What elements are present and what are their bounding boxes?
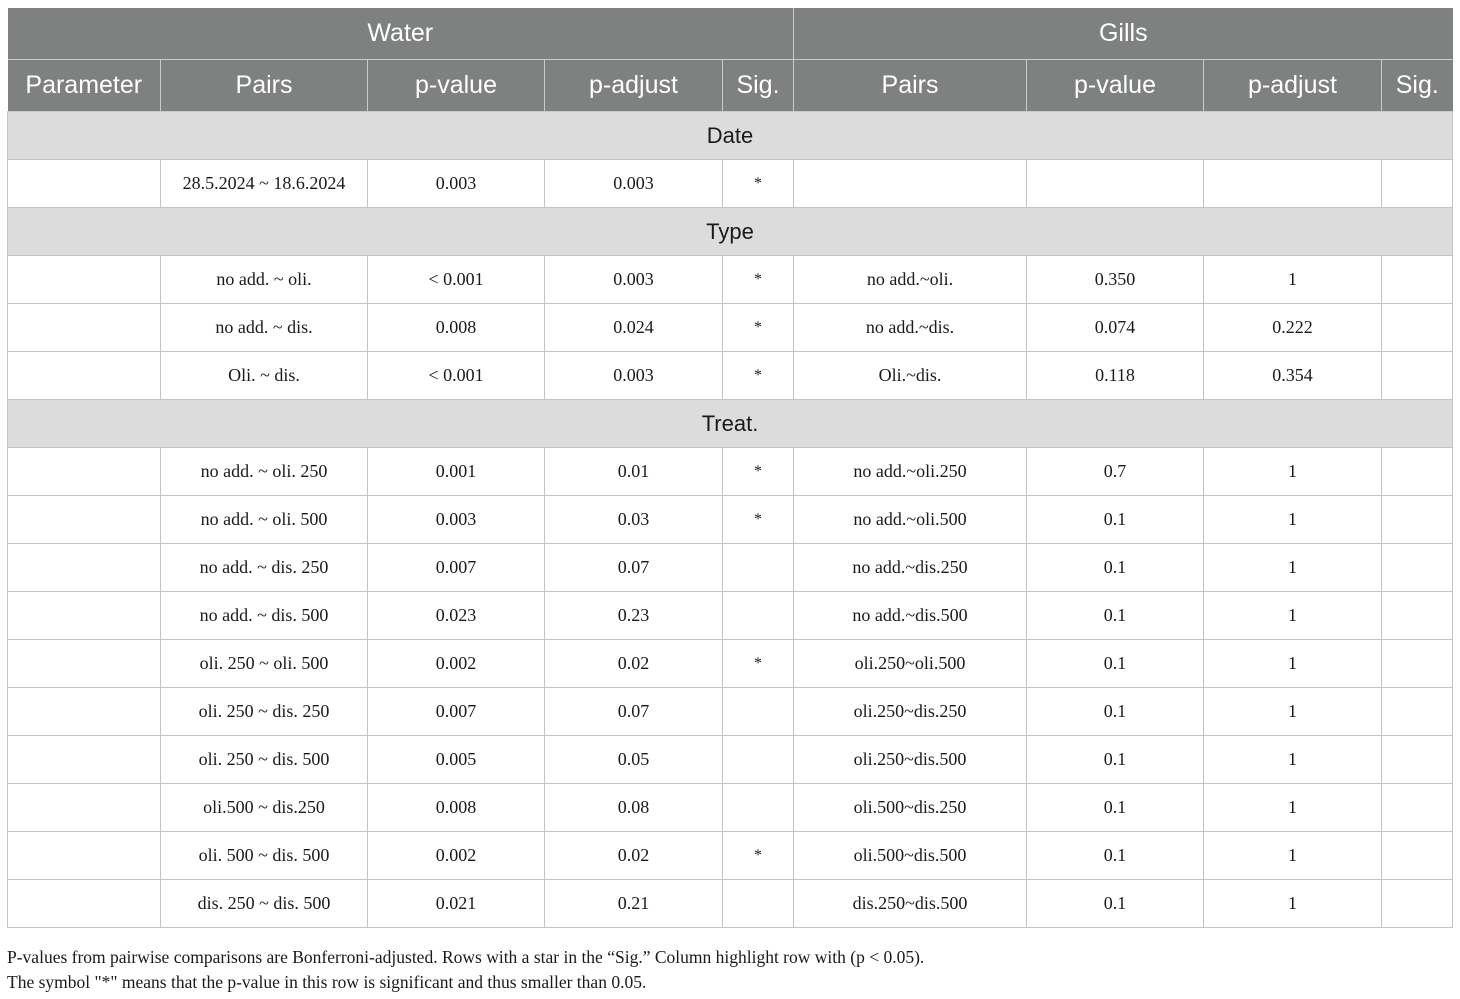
cell-parameter <box>8 688 161 736</box>
cell-water-sig: * <box>723 448 794 496</box>
cell-water-p-adjust: 0.02 <box>545 832 723 880</box>
cell-gills-p-adjust: 1 <box>1204 640 1382 688</box>
cell-water-p-adjust: 0.21 <box>545 880 723 928</box>
column-header-gills-pairs: Pairs <box>794 60 1027 112</box>
column-header-water-p-value: p-value <box>368 60 545 112</box>
cell-parameter <box>8 832 161 880</box>
cell-water-p-value: < 0.001 <box>368 352 545 400</box>
cell-water-pairs: oli. 250 ~ dis. 500 <box>161 736 368 784</box>
cell-gills-pairs: oli.500~dis.500 <box>794 832 1027 880</box>
column-header-gills-p-value: p-value <box>1027 60 1204 112</box>
cell-water-p-value: 0.007 <box>368 544 545 592</box>
table-row <box>8 304 1453 352</box>
cell-gills-pairs: no add.~dis. <box>794 304 1027 352</box>
cell-gills-pairs: no add.~oli.250 <box>794 448 1027 496</box>
table-row <box>8 688 1453 736</box>
cell-water-p-value: 0.003 <box>368 160 545 208</box>
cell-water-p-value: 0.021 <box>368 880 545 928</box>
cell-gills-p-value: 0.1 <box>1027 592 1204 640</box>
cell-water-p-adjust: 0.024 <box>545 304 723 352</box>
cell-water-p-adjust: 0.07 <box>545 544 723 592</box>
cell-water-pairs: Oli. ~ dis. <box>161 352 368 400</box>
cell-water-pairs: no add. ~ dis. <box>161 304 368 352</box>
cell-water-p-adjust: 0.03 <box>545 496 723 544</box>
cell-gills-sig <box>1382 736 1453 784</box>
column-header-parameter: Parameter <box>8 60 161 112</box>
table-row <box>8 448 1453 496</box>
cell-gills-p-value: 0.1 <box>1027 736 1204 784</box>
cell-gills-p-adjust: 1 <box>1204 832 1382 880</box>
cell-gills-p-adjust: 1 <box>1204 736 1382 784</box>
cell-gills-sig <box>1382 880 1453 928</box>
cell-water-pairs: no add. ~ oli. 500 <box>161 496 368 544</box>
cell-parameter <box>8 880 161 928</box>
cell-gills-p-adjust: 1 <box>1204 544 1382 592</box>
cell-water-sig <box>723 736 794 784</box>
cell-gills-p-adjust: 1 <box>1204 256 1382 304</box>
cell-water-p-value: 0.001 <box>368 448 545 496</box>
cell-water-pairs: oli. 250 ~ oli. 500 <box>161 640 368 688</box>
cell-gills-sig <box>1382 832 1453 880</box>
cell-gills-sig <box>1382 256 1453 304</box>
cell-water-pairs: no add. ~ dis. 500 <box>161 592 368 640</box>
cell-gills-p-adjust: 1 <box>1204 448 1382 496</box>
cell-water-sig <box>723 784 794 832</box>
cell-gills-pairs: oli.250~dis.250 <box>794 688 1027 736</box>
cell-water-p-adjust: 0.003 <box>545 256 723 304</box>
cell-gills-sig <box>1382 448 1453 496</box>
cell-water-sig: * <box>723 256 794 304</box>
cell-water-p-value: 0.008 <box>368 304 545 352</box>
cell-water-sig: * <box>723 352 794 400</box>
cell-gills-p-value: 0.1 <box>1027 496 1204 544</box>
cell-gills-pairs: dis.250~dis.500 <box>794 880 1027 928</box>
cell-gills-p-value: 0.1 <box>1027 880 1204 928</box>
cell-water-p-value: 0.007 <box>368 688 545 736</box>
cell-water-p-adjust: 0.003 <box>545 352 723 400</box>
cell-water-p-value: 0.003 <box>368 496 545 544</box>
cell-water-sig: * <box>723 160 794 208</box>
cell-gills-p-value <box>1027 160 1204 208</box>
cell-water-p-adjust: 0.07 <box>545 688 723 736</box>
cell-parameter <box>8 784 161 832</box>
cell-gills-sig <box>1382 688 1453 736</box>
cell-gills-p-value: 0.1 <box>1027 640 1204 688</box>
section-row <box>8 112 1453 160</box>
cell-parameter <box>8 256 161 304</box>
cell-water-p-adjust: 0.01 <box>545 448 723 496</box>
cell-gills-pairs: oli.250~dis.500 <box>794 736 1027 784</box>
cell-gills-pairs: no add.~dis.250 <box>794 544 1027 592</box>
cell-water-pairs: oli.500 ~ dis.250 <box>161 784 368 832</box>
section-row <box>8 400 1453 448</box>
cell-gills-sig <box>1382 304 1453 352</box>
cell-water-p-adjust: 0.02 <box>545 640 723 688</box>
cell-water-p-value: 0.002 <box>368 832 545 880</box>
cell-gills-p-value: 0.118 <box>1027 352 1204 400</box>
table-row <box>8 544 1453 592</box>
cell-gills-sig <box>1382 592 1453 640</box>
results-table-container <box>7 8 1452 928</box>
cell-parameter <box>8 352 161 400</box>
cell-water-sig <box>723 544 794 592</box>
cell-gills-pairs <box>794 160 1027 208</box>
cell-water-sig <box>723 688 794 736</box>
cell-gills-sig <box>1382 160 1453 208</box>
cell-parameter <box>8 496 161 544</box>
cell-gills-p-value: 0.074 <box>1027 304 1204 352</box>
cell-gills-p-adjust: 1 <box>1204 784 1382 832</box>
table-row <box>8 880 1453 928</box>
cell-water-p-value: 0.008 <box>368 784 545 832</box>
cell-water-pairs: no add. ~ oli. 250 <box>161 448 368 496</box>
cell-gills-p-adjust: 0.354 <box>1204 352 1382 400</box>
cell-gills-sig <box>1382 544 1453 592</box>
table-row <box>8 640 1453 688</box>
cell-water-p-value: 0.023 <box>368 592 545 640</box>
cell-parameter <box>8 448 161 496</box>
cell-water-p-value: 0.005 <box>368 736 545 784</box>
cell-gills-p-value: 0.1 <box>1027 784 1204 832</box>
cell-water-p-adjust: 0.05 <box>545 736 723 784</box>
cell-water-sig: * <box>723 832 794 880</box>
column-header-gills-sig: Sig. <box>1382 60 1453 112</box>
cell-water-p-value: < 0.001 <box>368 256 545 304</box>
cell-water-sig: * <box>723 640 794 688</box>
cell-water-pairs: 28.5.2024 ~ 18.6.2024 <box>161 160 368 208</box>
group-header-water: Water <box>8 8 794 60</box>
cell-water-sig: * <box>723 304 794 352</box>
cell-gills-p-value: 0.350 <box>1027 256 1204 304</box>
cell-gills-p-adjust: 1 <box>1204 880 1382 928</box>
cell-gills-p-adjust: 1 <box>1204 496 1382 544</box>
cell-parameter <box>8 592 161 640</box>
column-header-water-pairs: Pairs <box>161 60 368 112</box>
cell-gills-p-value: 0.1 <box>1027 832 1204 880</box>
section-row <box>8 208 1453 256</box>
cell-water-sig: * <box>723 496 794 544</box>
cell-water-pairs: no add. ~ dis. 250 <box>161 544 368 592</box>
cell-gills-sig <box>1382 784 1453 832</box>
column-header-water-p-adjust: p-adjust <box>545 60 723 112</box>
group-header-row <box>8 8 1453 60</box>
cell-water-pairs: dis. 250 ~ dis. 500 <box>161 880 368 928</box>
cell-parameter <box>8 304 161 352</box>
cell-water-sig <box>723 592 794 640</box>
cell-parameter <box>8 544 161 592</box>
section-label: Date <box>8 112 1453 160</box>
cell-water-pairs: no add. ~ oli. <box>161 256 368 304</box>
cell-water-p-adjust: 0.23 <box>545 592 723 640</box>
cell-water-p-adjust: 0.08 <box>545 784 723 832</box>
cell-gills-p-adjust: 1 <box>1204 688 1382 736</box>
cell-water-pairs: oli. 250 ~ dis. 250 <box>161 688 368 736</box>
cell-parameter <box>8 160 161 208</box>
cell-gills-p-adjust: 0.222 <box>1204 304 1382 352</box>
cell-gills-p-value: 0.1 <box>1027 688 1204 736</box>
footnote-significance-symbol: The symbol "*" means that the p-value in this row is significant and thus smaller than 0.05. <box>7 972 647 992</box>
pairwise-comparison-table <box>7 8 1453 928</box>
section-label: Treat. <box>8 400 1453 448</box>
cell-parameter <box>8 640 161 688</box>
group-header-gills: Gills <box>794 8 1453 60</box>
column-header-water-sig: Sig. <box>723 60 794 112</box>
cell-gills-p-value: 0.7 <box>1027 448 1204 496</box>
table-footnotes <box>7 945 1452 995</box>
cell-gills-p-value: 0.1 <box>1027 544 1204 592</box>
table-row <box>8 736 1453 784</box>
cell-water-p-adjust: 0.003 <box>545 160 723 208</box>
cell-gills-sig <box>1382 496 1453 544</box>
table-row <box>8 496 1453 544</box>
cell-gills-pairs: oli.250~oli.500 <box>794 640 1027 688</box>
column-header-row <box>8 60 1453 112</box>
footnote-bonferroni: P-values from pairwise comparisons are Bonferroni-adjusted. Rows with a star in the “Sig.” Column highlight row with (p < 0.05). <box>7 947 925 967</box>
cell-gills-sig <box>1382 640 1453 688</box>
table-row <box>8 784 1453 832</box>
cell-gills-pairs: Oli.~dis. <box>794 352 1027 400</box>
column-header-gills-p-adjust: p-adjust <box>1204 60 1382 112</box>
cell-gills-pairs: no add.~dis.500 <box>794 592 1027 640</box>
table-row <box>8 592 1453 640</box>
section-label: Type <box>8 208 1453 256</box>
table-row <box>8 160 1453 208</box>
cell-gills-pairs: no add.~oli. <box>794 256 1027 304</box>
cell-gills-sig <box>1382 352 1453 400</box>
cell-water-p-value: 0.002 <box>368 640 545 688</box>
table-row <box>8 352 1453 400</box>
table-row <box>8 256 1453 304</box>
cell-gills-pairs: oli.500~dis.250 <box>794 784 1027 832</box>
cell-gills-p-adjust <box>1204 160 1382 208</box>
table-body <box>8 112 1453 928</box>
table-row <box>8 832 1453 880</box>
cell-water-sig <box>723 880 794 928</box>
cell-gills-p-adjust: 1 <box>1204 592 1382 640</box>
cell-gills-pairs: no add.~oli.500 <box>794 496 1027 544</box>
cell-water-pairs: oli. 500 ~ dis. 500 <box>161 832 368 880</box>
cell-parameter <box>8 736 161 784</box>
